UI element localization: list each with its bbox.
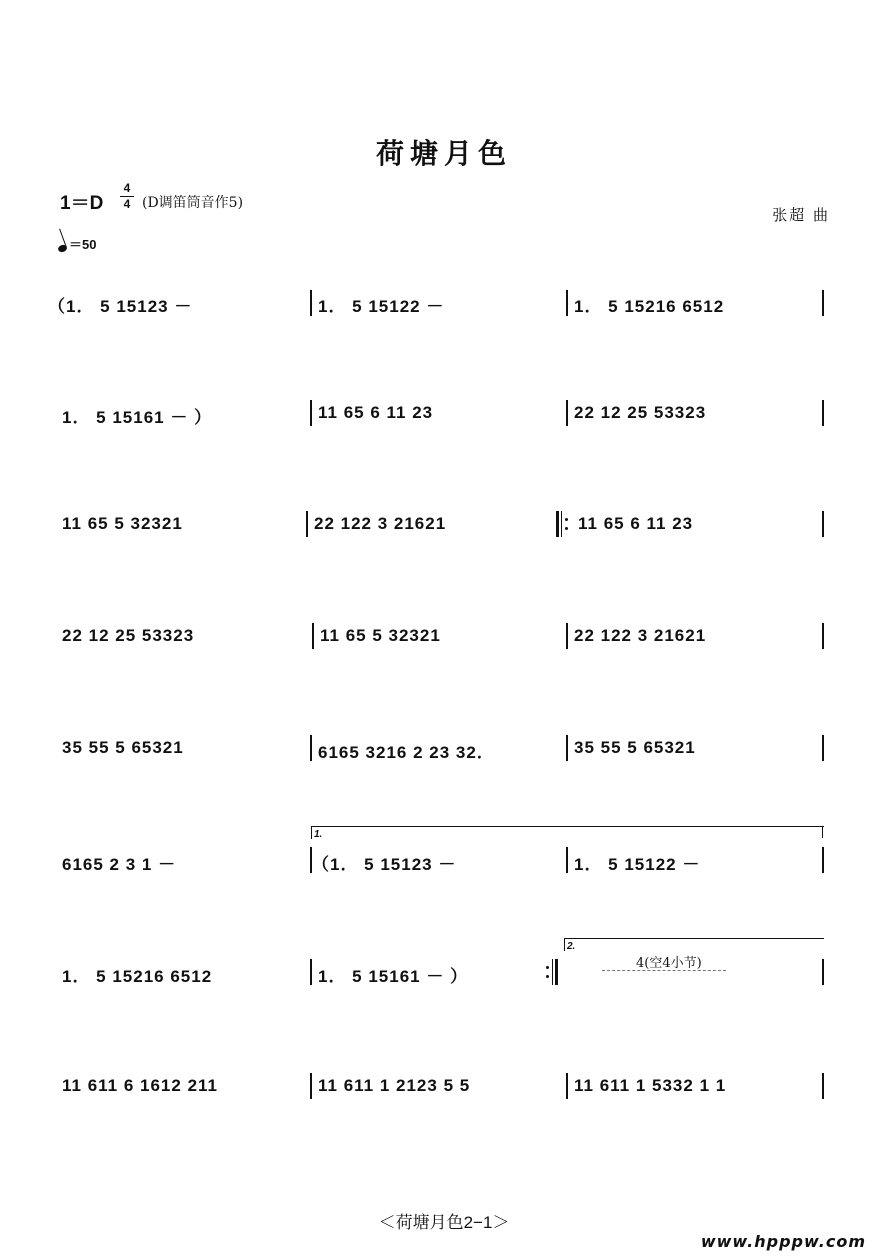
bar-line bbox=[310, 1073, 312, 1099]
measure: 11 65 5 32321 bbox=[320, 626, 441, 645]
bar-line bbox=[822, 400, 824, 426]
bar-line bbox=[822, 290, 824, 316]
measure: 22 12 25 53323 bbox=[62, 626, 195, 645]
measure: 6165 3216 2 23 32． bbox=[318, 743, 495, 762]
quarter-note-icon bbox=[57, 244, 68, 254]
bar-line bbox=[306, 511, 308, 537]
measure: 35 55 5 65321 bbox=[62, 738, 184, 757]
measure: 35 55 5 65321 bbox=[574, 738, 696, 757]
second-ending-label: 2. bbox=[567, 941, 576, 952]
bar-line bbox=[566, 735, 568, 761]
measure: 6165 2 3 1 － bbox=[62, 855, 177, 874]
bar-line bbox=[310, 400, 312, 426]
measure: 11 65 5 32321 bbox=[62, 514, 183, 533]
bar-line bbox=[310, 735, 312, 761]
bar-line bbox=[822, 959, 824, 985]
measure: 1． 5 15122 － bbox=[318, 297, 445, 316]
measure: （1． 5 15123 － bbox=[48, 297, 193, 316]
measure: 11 611 1 2123 5 5 bbox=[318, 1076, 471, 1095]
skip-measures-note: 4(空4小节) bbox=[636, 956, 702, 971]
repeat-end-bar bbox=[546, 959, 562, 985]
watermark: www.hpppw.com bbox=[700, 1232, 866, 1251]
bar-line bbox=[312, 623, 314, 649]
bar-line bbox=[310, 959, 312, 985]
repeat-start-bar bbox=[556, 511, 570, 537]
tempo-value: ＝50 bbox=[69, 237, 97, 252]
page-title: 荷塘月色 bbox=[375, 137, 512, 170]
measure: 11 65 6 11 23 bbox=[318, 403, 434, 422]
meter-bottom: 4 bbox=[123, 197, 131, 211]
first-ending-label: 1. bbox=[314, 829, 323, 840]
measure: 1． 5 15122 － bbox=[574, 855, 701, 874]
bar-line bbox=[822, 623, 824, 649]
measure: （1． 5 15123 － bbox=[312, 855, 457, 874]
measure: 11 611 6 1612 211 bbox=[62, 1076, 218, 1095]
bar-line bbox=[310, 290, 312, 316]
bar-line bbox=[822, 1073, 824, 1099]
key-signature: 1＝D bbox=[60, 193, 104, 214]
measure: 22 122 3 21621 bbox=[314, 514, 447, 533]
measure: 1． 5 15161 － ） bbox=[62, 408, 213, 427]
page-footer: ＜荷塘月色2−1＞ bbox=[378, 1213, 510, 1232]
measure: 1． 5 15161 － ） bbox=[318, 967, 469, 986]
tempo-mark bbox=[58, 234, 96, 253]
first-ending-end bbox=[822, 826, 823, 838]
measure: 22 122 3 21621 bbox=[574, 626, 707, 645]
meter-top: 4 bbox=[123, 181, 131, 195]
skip-dashed-line bbox=[602, 970, 726, 971]
flute-note: (D调笛筒音作5) bbox=[142, 195, 244, 211]
bar-line bbox=[822, 511, 824, 537]
bar-line bbox=[566, 623, 568, 649]
measure: 1． 5 15216 6512 bbox=[574, 297, 725, 316]
composer: 张超 曲 bbox=[772, 206, 830, 224]
bar-line bbox=[822, 735, 824, 761]
bar-line bbox=[566, 1073, 568, 1099]
bar-line bbox=[566, 400, 568, 426]
measure: 1． 5 15216 6512 bbox=[62, 967, 213, 986]
measure: 11 65 6 11 23 bbox=[578, 514, 694, 533]
measure: 11 611 1 5332 1 1 bbox=[574, 1076, 727, 1095]
second-ending-bracket bbox=[564, 938, 824, 951]
bar-line bbox=[566, 290, 568, 316]
time-signature bbox=[120, 182, 134, 211]
measure: 22 12 25 53323 bbox=[574, 403, 707, 422]
first-ending-bracket bbox=[311, 826, 824, 839]
bar-line bbox=[566, 847, 568, 873]
bar-line bbox=[822, 847, 824, 873]
